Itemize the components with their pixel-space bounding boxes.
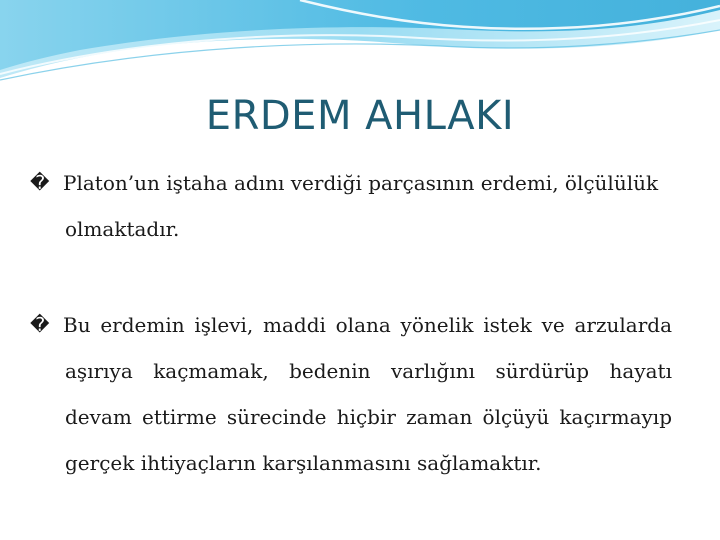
bullet-text-1: Platon’un iştaha adını verdiği parçasının erdemi, ölçülülük olmaktadır. [63, 171, 659, 241]
bullet-text-2: Bu erdemin işlevi, maddi olana yönelik istek ve arzularda aşırıya kaçmamak, bedenin varlığını sürdürüp hayatı devam ettirme sürecinde hiçbir zaman ölçüyü kaçırmayıp gerçek ihtiyaçların karşılanmasını sağlamaktır. [63, 313, 672, 475]
slide-title: ERDEM AHLAKI [205, 93, 515, 139]
bullet-item-1 [30, 160, 672, 252]
bullet-marker-icon: � [30, 172, 50, 194]
bullet-item-2 [30, 302, 672, 486]
bullet-marker-icon: � [30, 314, 50, 336]
decorative-wave-header [0, 0, 720, 90]
